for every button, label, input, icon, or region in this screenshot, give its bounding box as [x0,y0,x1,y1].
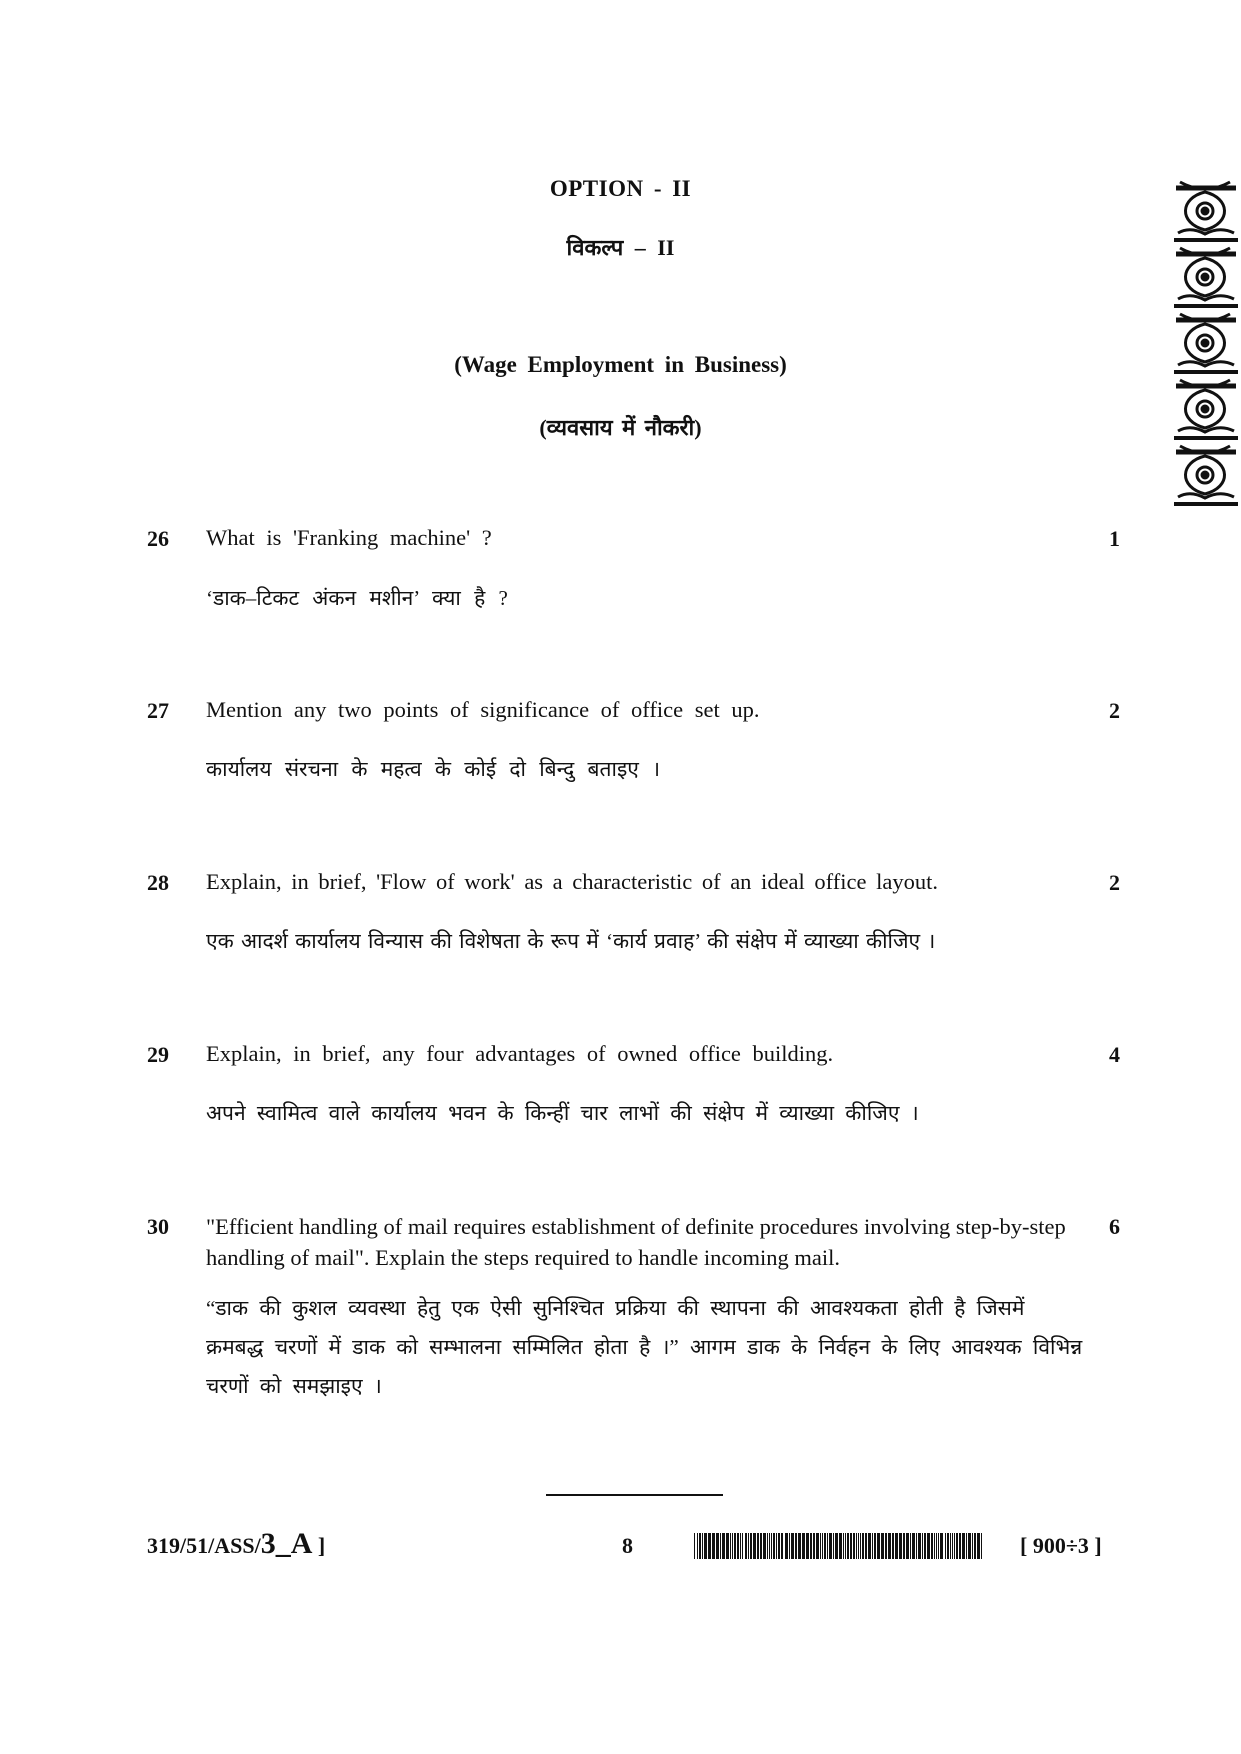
question-marks: 4 [1109,1042,1120,1067]
question-marks: 2 [1109,698,1120,723]
question-marks: 1 [1109,526,1120,551]
question-text-hindi: अपने स्वामित्व वाले कार्यालय भवन के किन्हीं चार लाभों की संक्षेप में व्याख्या कीजिए । [206,1101,919,1125]
decorative-border-ornament [1170,178,1241,514]
paper-code [147,1527,325,1561]
question-text-hindi: कार्यालय संरचना के महत्व के कोई दो बिन्दु बताइए । [206,757,661,781]
question-text-english: "Efficient handling of mail requires establishment of definite procedures involving step-by-step handling of mail". Explain the steps required to handle incoming mail. [206,1214,1066,1270]
subject-heading-hindi: (व्यवसाय में नौकरी) [539,415,702,440]
question-marks: 2 [1109,870,1120,895]
question-number: 27 [147,698,169,723]
paper-code-set: 3_A [260,1527,313,1560]
print-quantity: [ 900÷3 ] [1020,1533,1102,1558]
question-text-hindi: एक आदर्श कार्यालय विन्यास की विशेषता के रूप में ‘कार्य प्रवाह’ की संक्षेप में व्याख्या कीजिए । [206,929,936,953]
question-text-hindi: “डाक की कुशल व्यवस्था हेतु एक ऐसी सुनिश्चित प्रक्रिया की स्थापना की आवश्यकता होती है जिसमें क्रमबद्ध चरणों में डाक को सम्भालना सम्मिलित होता है ।” आगम डाक के निर्वहन के लिए आवश्यक विभिन्न चरणों को समझाइए । [206,1296,1083,1398]
question-number: 30 [147,1214,169,1239]
paper-code-bracket: ] [317,1533,326,1558]
page-number: 8 [622,1533,633,1558]
barcode [694,1533,984,1559]
question-text-english: Mention any two points of significance of office set up. [206,697,760,722]
paper-code-prefix: 319/51/ASS/ [147,1533,261,1558]
option-heading-hindi: विकल्प – II [566,235,675,260]
end-divider [546,1494,723,1496]
question-text-english: Explain, in brief, any four advantages of owned office building. [206,1041,834,1066]
question-marks: 6 [1109,1214,1120,1239]
option-heading: OPTION - II [549,176,692,201]
subject-heading: (Wage Employment in Business) [454,352,787,377]
question-number: 29 [147,1042,169,1067]
question-number: 28 [147,870,169,895]
question-text-english: What is 'Franking machine' ? [206,525,492,550]
question-text-english: Explain, in brief, 'Flow of work' as a characteristic of an ideal office layout. [206,869,938,894]
question-number: 26 [147,526,169,551]
question-text-hindi: ‘डाक–टिकट अंकन मशीन’ क्या है ? [206,586,508,610]
